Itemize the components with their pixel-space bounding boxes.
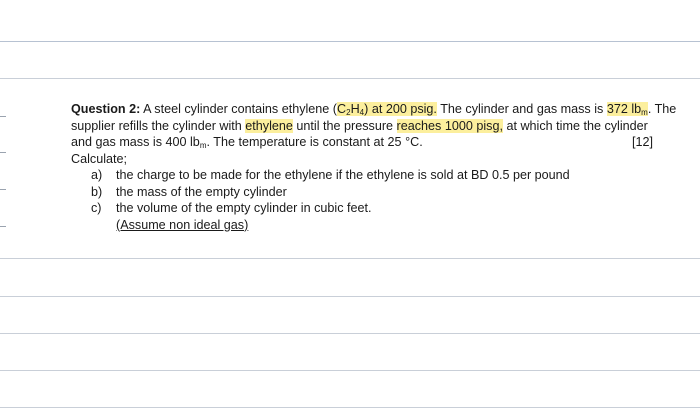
highlight-ethylene: ethylene	[245, 118, 293, 133]
item-letter: a)	[91, 168, 103, 182]
formula-c: C	[337, 102, 347, 116]
highlight-ethylene-pressure	[337, 102, 437, 116]
formula-h: H	[350, 102, 360, 116]
item-letter: b)	[91, 184, 103, 199]
page-rule	[0, 78, 700, 79]
mass-value: 372 lb	[606, 102, 642, 116]
question-text: at which time the cylinder	[502, 118, 648, 133]
highlight-final-pressure: reaches 1000 pisg,	[396, 118, 503, 133]
question-text: . The temperature is constant at 25 °C.	[206, 135, 423, 149]
assumption-note: (Assume non ideal gas)	[116, 217, 249, 232]
page-top-rule	[0, 41, 700, 42]
calculate-label: Calculate;	[71, 151, 128, 166]
question-text: until the pressure	[292, 118, 397, 133]
page-rule	[0, 333, 700, 334]
margin-tick	[0, 189, 6, 190]
item-text: the volume of the empty cylinder in cubic feet.	[116, 201, 372, 215]
question-text: The cylinder and gas mass is	[436, 102, 607, 116]
question-text: and gas mass is 400 lb	[71, 135, 200, 149]
initial-pressure: ) at 200 psig.	[364, 102, 437, 116]
page-rule	[0, 370, 700, 371]
question-block	[71, 101, 677, 233]
list-item	[91, 167, 653, 184]
margin-tick	[0, 226, 6, 227]
item-letter: c)	[91, 201, 102, 215]
question-label: Question 2:	[71, 102, 141, 116]
page-rule	[0, 258, 700, 259]
question-text: A steel cylinder contains ethylene (	[140, 102, 337, 116]
page-rule	[0, 296, 700, 297]
margin-tick	[0, 152, 6, 153]
list-item	[91, 200, 653, 217]
marks-label: [12]	[631, 135, 653, 149]
question-text: supplier refills the cylinder with	[71, 118, 246, 133]
mass-unit-subscript: m	[641, 108, 648, 117]
question-text: . The	[647, 102, 677, 116]
item-text: the mass of the empty cylinder	[116, 184, 287, 199]
sub-question-list	[91, 167, 653, 217]
question-line-1	[71, 101, 677, 118]
list-item	[91, 184, 653, 201]
question-line-2	[71, 118, 653, 135]
mass-unit-subscript: m	[199, 141, 207, 150]
formula-c-subscript: 2	[346, 108, 351, 117]
margin-tick	[0, 116, 6, 117]
highlight-mass	[607, 102, 648, 116]
question-line-3	[71, 134, 653, 151]
page-rule	[0, 407, 700, 408]
item-text: the charge to be made for the ethylene if the ethylene is sold at BD 0.5 per pound	[116, 168, 570, 182]
formula-h-subscript: 4	[359, 108, 365, 117]
